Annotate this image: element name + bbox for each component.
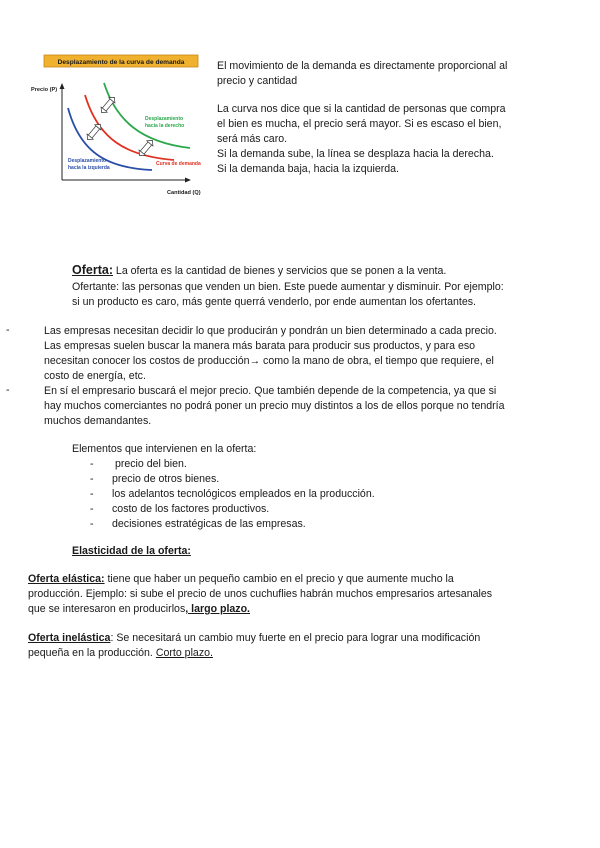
right-shift-label-1: Desplazamiento	[145, 116, 184, 122]
x-axis-label: Cantidad (Q)	[167, 190, 201, 196]
list-marker: -	[90, 473, 94, 485]
elementos-item: - precio del bien.	[90, 458, 187, 470]
shift-arrow-upper-left	[85, 122, 104, 142]
bullet-1-line-1: Las empresas necesitan decidir lo que producirán y pondrán un bien determinado a cada precio.	[44, 325, 497, 337]
left-shift-label-1: Desplazamiento	[68, 158, 107, 164]
bullet-2-line-2: hay muchos comerciantes no podrá poner un precio muy distintos a los de ellos porque no tendría	[44, 400, 505, 412]
bullet-2-line-3: muchos demandantes.	[44, 415, 152, 427]
intro-p2-line-3: será más caro.	[217, 133, 288, 145]
bullet-1-line-3: necesitan conocer los costos de producción→ como la mano de obra, el tiempo que requiere, el	[44, 355, 494, 367]
bullet-2-line-1: En sí el empresario buscará el mejor precio. Que también depende de la competencia, ya que si	[44, 385, 497, 397]
elementos-item: - decisiones estratégicas de las empresas.	[90, 518, 306, 530]
intro-p2-line-2: el bien es mucha, el precio será mayor. Si es escaso el bien,	[217, 118, 502, 130]
y-axis-label: Precio (P)	[31, 87, 58, 93]
figure-title: Desplazamiento de la curva de demanda	[57, 59, 185, 66]
elasticidad-heading: Elasticidad de la oferta:	[72, 545, 191, 557]
elementos-item: - precio de otros bienes.	[90, 473, 220, 485]
bullet-marker: -	[6, 384, 10, 396]
left-shift-label-2: hacia la izquierda	[68, 165, 110, 171]
intro-section	[217, 59, 507, 177]
oferta-definition: La oferta es la cantidad de bienes y servicios que se ponen a la venta.	[112, 265, 447, 277]
corto-plazo: Corto plazo.	[155, 647, 213, 659]
oferta-elastica-line-1: tiene que haber un pequeño cambio en el precio y que aumente mucho la	[104, 573, 454, 585]
bullet-item	[6, 384, 505, 429]
bullet-marker: -	[6, 324, 10, 336]
bullet-list	[6, 324, 505, 429]
oferta-elastica-line-3: que se interesaron en producirlos	[28, 603, 186, 615]
oferta-elastica-term: Oferta elástica:	[28, 573, 105, 585]
list-marker: -	[90, 518, 94, 530]
intro-p1-line-2: precio y cantidad	[217, 75, 298, 87]
oferta-term: Oferta:	[72, 263, 113, 277]
oferta-elastica-section	[28, 572, 492, 617]
bullet-item	[6, 324, 505, 384]
x-axis-arrow	[185, 178, 191, 183]
list-marker: -	[90, 488, 94, 500]
oferta-inelastica-line-1: : Se necesitará un cambio muy fuerte en el precio para lograr una modificación	[110, 632, 481, 644]
oferta-line-2: si un producto es caro, más gente querrá venderlo, por ende aumentan los ofertantes.	[72, 296, 476, 308]
oferta-inelastica-term: Oferta inelástica	[28, 632, 111, 644]
intro-p1-line-1: El movimiento de la demanda es directamente proporcional al	[217, 60, 508, 72]
demand-curve-label: Curva de demanda	[156, 161, 201, 167]
elementos-item: - costo de los factores productivos.	[90, 503, 270, 515]
y-axis-arrow	[60, 83, 65, 89]
intro-p2-line-4: Si la demanda sube, la línea se desplaza hacia la derecha.	[217, 148, 494, 160]
list-marker: -	[90, 503, 94, 515]
list-marker: -	[90, 458, 94, 470]
bullet-1-line-4: costo de energía, etc.	[44, 370, 146, 382]
oferta-inelastica-line-2: pequeña en la producción.	[28, 647, 156, 659]
elementos-item: - los adelantos tecnológicos empleados en la producción.	[90, 488, 375, 500]
intro-p2-line-1: La curva nos dice que si la cantidad de personas que compra	[217, 103, 506, 115]
oferta-inelastica-section	[28, 631, 480, 661]
largo-plazo: , largo plazo.	[185, 603, 250, 615]
oferta-line-1: Ofertante: las personas que venden un bien. Este puede aumentar y disminuir. Por ejemplo:	[72, 281, 504, 293]
oferta-section	[72, 262, 504, 310]
intro-p2-line-5: Si la demanda baja, hacia la izquierda.	[217, 163, 399, 175]
bullet-1-line-2: Las empresas suelen buscar la manera más barata para producir sus productos, y para eso	[44, 340, 476, 352]
right-shift-label-2: hacia la derecho	[145, 123, 185, 129]
elementos-heading: Elementos que intervienen en la oferta:	[72, 443, 257, 455]
demand-shift-figure	[28, 52, 210, 202]
elementos-section	[72, 442, 375, 532]
oferta-elastica-line-2: producción. Ejemplo: si sube el precio de unos cuchuflies habrán muchos empresarios artesanales	[28, 588, 493, 600]
